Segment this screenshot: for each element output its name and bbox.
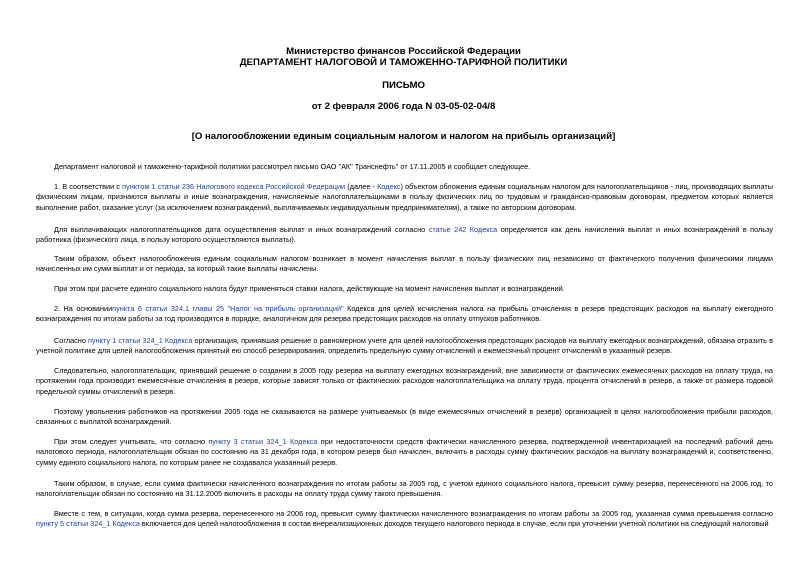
document-type: ПИСЬМО <box>382 80 425 91</box>
link-article-324-1-p5[interactable]: пункту 5 статьи 324_1 Кодекса <box>36 519 140 529</box>
link-article-324-1-p1[interactable]: пункту 1 статьи 324_1 Кодекса <box>88 336 193 345</box>
paragraph-2-text-b: определяется как день начисления выплат и иных вознаграждений в пользу работника (физического лица, в пользу которого осуществляются выплаты). <box>36 225 774 245</box>
paragraph-11 <box>36 509 773 530</box>
ministry-title: Министерство финансов Российской Федерации <box>286 46 521 57</box>
paragraph-9-text-b: при недостаточности средств фактически начисленного резерва, подтвержденной инвентаризацией на последний рабочий день налогового периода, налогоплательщик обязан по состоянию на 31 декабря года, в котором резерв был начислен, включить в расходы сумму фактических расходов на выплату вознаграждений и, соответственно, сумму единого социального налога, по которым ранее не создавался указанный резерв. <box>36 437 774 467</box>
link-code[interactable]: Кодекс <box>377 182 401 191</box>
paragraph-1-text-a: 1. В соответствии с <box>54 182 123 191</box>
paragraph-1 <box>36 182 773 213</box>
paragraph-7: Следовательно, налогоплательщик, принявший решение о создании в 2005 году резерва на выплату ежегодных вознаграждений, вне зависимости от фактических ежемесячных расходов на оплату труда, на протяжении года производит ежемесячные отчисления в резерв, которые зависят только от фактических расходов налогоплательщика на оплату труда, процента отчислений в резерв, а также от размера годовой предельной суммы отчислений в резерв. <box>36 366 773 396</box>
paragraph-2 <box>36 225 773 246</box>
link-article-324-1-p6[interactable]: пункта 6 статьи 324.1 главы 25 "Налог на прибыль организаций" <box>112 304 344 313</box>
paragraph-6 <box>36 336 773 357</box>
link-article-236[interactable]: пунктом 1 статьи 236 Налогового кодекса Российской Федерации <box>122 182 346 191</box>
paragraph-11-text-a: Вместе с тем, в ситуации, когда сумма резерва, перенесенного на 2006 год, превысит сумму фактически начисленного вознаграждения по итогам работы за 2005 год, указанная сумма превышения согласно <box>54 509 773 518</box>
paragraph-intro: Департамент налоговой и таможенно-тарифной политики рассмотрел письмо ОАО "АК" Транснефть" от 17.11.2005 и сообщает следующее. <box>54 162 531 171</box>
paragraph-5-text-a: 2. На основании <box>54 304 113 313</box>
paragraph-11-text-b: включается для целей налогообложения в состав внереализационных доходов текущего налогового периода в случае, если при уточнении учетной политики на следующий налоговый <box>139 519 769 529</box>
paragraph-1-text-c: ) объектом обложения единым социальным налогом для налогоплательщиков - лиц, производящих выплаты физическим лицам, признаются выплаты и иные вознаграждения, начисляемые налогоплательщиками в пользу физических лиц по трудовым и гражданско-правовым договорам, предметом которых является выполнение работ, оказание услуг (за исключением вознаграждений, выплачиваемых индивидуальным предпринимателям), а также по авторским договорам. <box>36 182 773 212</box>
paragraph-1-text-b: (далее - <box>345 182 378 191</box>
department-title: ДЕПАРТАМЕНТ НАЛОГОВОЙ И ТАМОЖЕННО-ТАРИФНОЙ ПОЛИТИКИ <box>239 57 568 68</box>
paragraph-8: Поэтому увольнения работников на протяжении 2005 года не сказываются на размере учитываемых (в виде ежемесячных отчислений в резерв) организацией в целях налогообложения прибыли расходов, связанных с выплатой вознаграждений. <box>36 407 773 427</box>
paragraph-5 <box>36 304 773 325</box>
paragraph-5-text-b: Кодекса для целей исчисления налога на прибыль отчисления в резерв предстоящих расходов на выплату ежегодного вознаграждения по итогам работы за год производятся в порядке, аналогичном для резерва предстоящих расходов на оплату отпусков работников. <box>36 304 774 324</box>
paragraph-9-text-a: При этом следует учитывать, что согласно <box>54 437 209 446</box>
paragraph-10: Таким образом, в случае, если сумма фактически начисленного вознаграждения по итогам работы за 2005 год, с учетом единого социального налога, превысит сумму резерва, перенесенного на 2006 год, то налогоплательщик обязан по состоянию на 31.12.2005 включить в расходы на оплату труда сумму такого превышения. <box>36 479 773 499</box>
paragraph-2-text-a: Для выплачивающих налогоплательщиков дата осуществления выплат и иных вознаграждений согласно <box>54 225 429 234</box>
link-article-242[interactable]: статье 242 Кодекса <box>428 225 498 234</box>
document-date-number: от 2 февраля 2006 года N 03-05-02-04/8 <box>311 101 496 112</box>
paragraph-3: Таким образом, объект налогообложения единым социальным налогом возникает в момент начисления выплат в пользу физических лиц независимо от фактического получения физическими лицами начисленных им сумм выплат и от периода, за который такие выплаты начислены. <box>36 254 773 274</box>
link-article-324-1-p3[interactable]: пункту 3 статьи 324_1 Кодекса <box>208 437 318 446</box>
paragraph-6-text-b: организация, принявшая решение о равномерном учете для целей налогообложения предстоящих расходов на выплату ежегодных вознаграждений, обязана отразить в учетной политике для целей налогообложения принятый ею способ резервирования, определить предельную сумму отчислений и ежемесячный процент отчислений в указанный резерв. <box>36 336 773 356</box>
paragraph-9 <box>36 437 773 468</box>
paragraph-4: При этом при расчете единого социального налога будут применяться ставки налога, действующие на момент начисления выплат и вознаграждений. <box>54 284 565 293</box>
document-subject: [О налогообложении единым социальным налогом и налогом на прибыль организаций] <box>191 131 616 142</box>
paragraph-6-text-a: Согласно <box>54 336 89 345</box>
